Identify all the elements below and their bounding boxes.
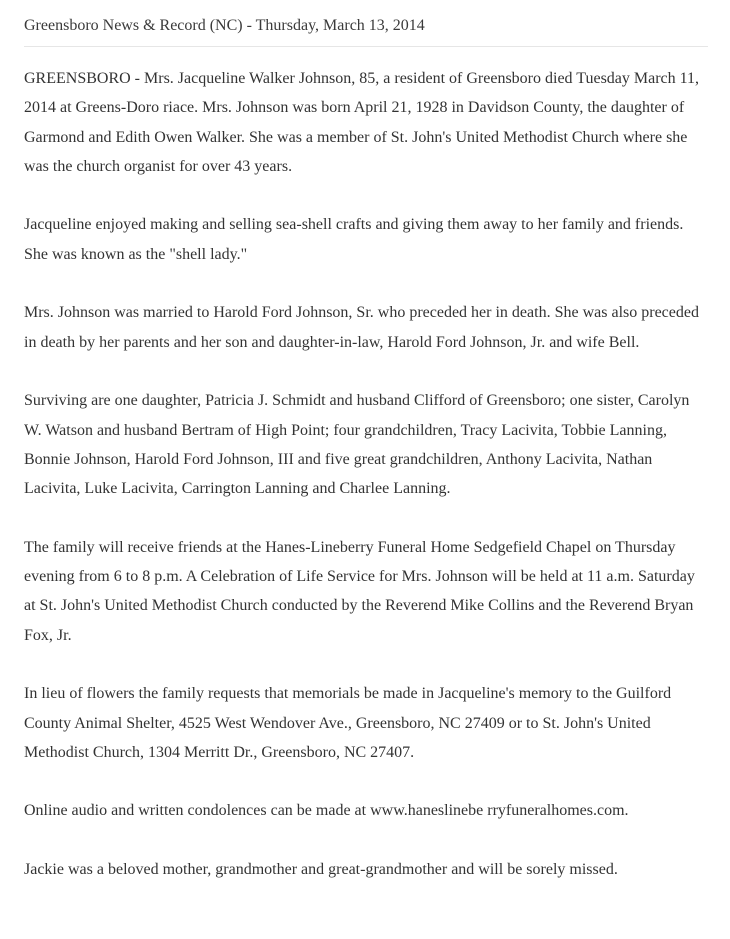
paragraph-survivors: Surviving are one daughter, Patricia J. Schmidt and husband Clifford of Greensboro; one sister, Carolyn W. Watson and husband Bertram of High Point; four grandchildren, Tracy Lacivita, Tobbie Lanning, Bonnie Johnson, Harold Ford Johnson, III and five great grandchildren, Anthony Lacivita, Nathan Lacivita, Luke Lacivita, Carrington Lanning and Charlee Lanning. (24, 392, 690, 498)
paragraph-marriage: Mrs. Johnson was married to Harold Ford Johnson, Sr. who preceded her in death. She was also preceded in death by her parents and her son and daughter-in-law, Harold Ford Johnson, Jr. and wife Bell. (24, 304, 699, 351)
paragraph-death-notice: GREENSBORO - Mrs. Jacqueline Walker Johnson, 85, a resident of Greensboro died Tuesday March 11, 2014 at Greens-Doro riace. Mrs. Johnson was born April 21, 1928 in Davidson County, the daughter of Garmond and Edith Owen Walker. She was a member of St. John's United Methodist Church where she was the church organist for over 43 years. (24, 70, 700, 175)
article-body (24, 47, 710, 884)
paragraph-closing: Jackie was a beloved mother, grandmother and great-grandmother and will be sorely missed. (24, 861, 618, 879)
paragraph-condolences: Online audio and written condolences can be made at www.haneslinebe rryfuneralhomes.com. (24, 802, 629, 820)
source-header: Greensboro News & Record (NC) - Thursday, March 13, 2014 (24, 17, 425, 34)
paragraph-memorials: In lieu of flowers the family requests that memorials be made in Jacqueline's memory to the Guilford County Animal Shelter, 4525 West Wendover Ave., Greensboro, NC 27409 or to St. John's United Methodist Church, 1304 Merritt Dr., Greensboro, NC 27407. (24, 685, 672, 761)
paragraph-shell-crafts: Jacqueline enjoyed making and selling sea-shell crafts and giving them away to her family and friends. She was known as the "shell lady." (24, 216, 684, 263)
obituary-article (24, 0, 710, 914)
paragraph-services: The family will receive friends at the Hanes-Lineberry Funeral Home Sedgefield Chapel on Thursday evening from 6 to 8 p.m. A Celebration of Life Service for Mrs. Johnson will be held at 11 a.m. Saturday at St. John's United Methodist Church conducted by the Reverend Mike Collins and the Reverend Bryan Fox, Jr. (24, 538, 695, 644)
